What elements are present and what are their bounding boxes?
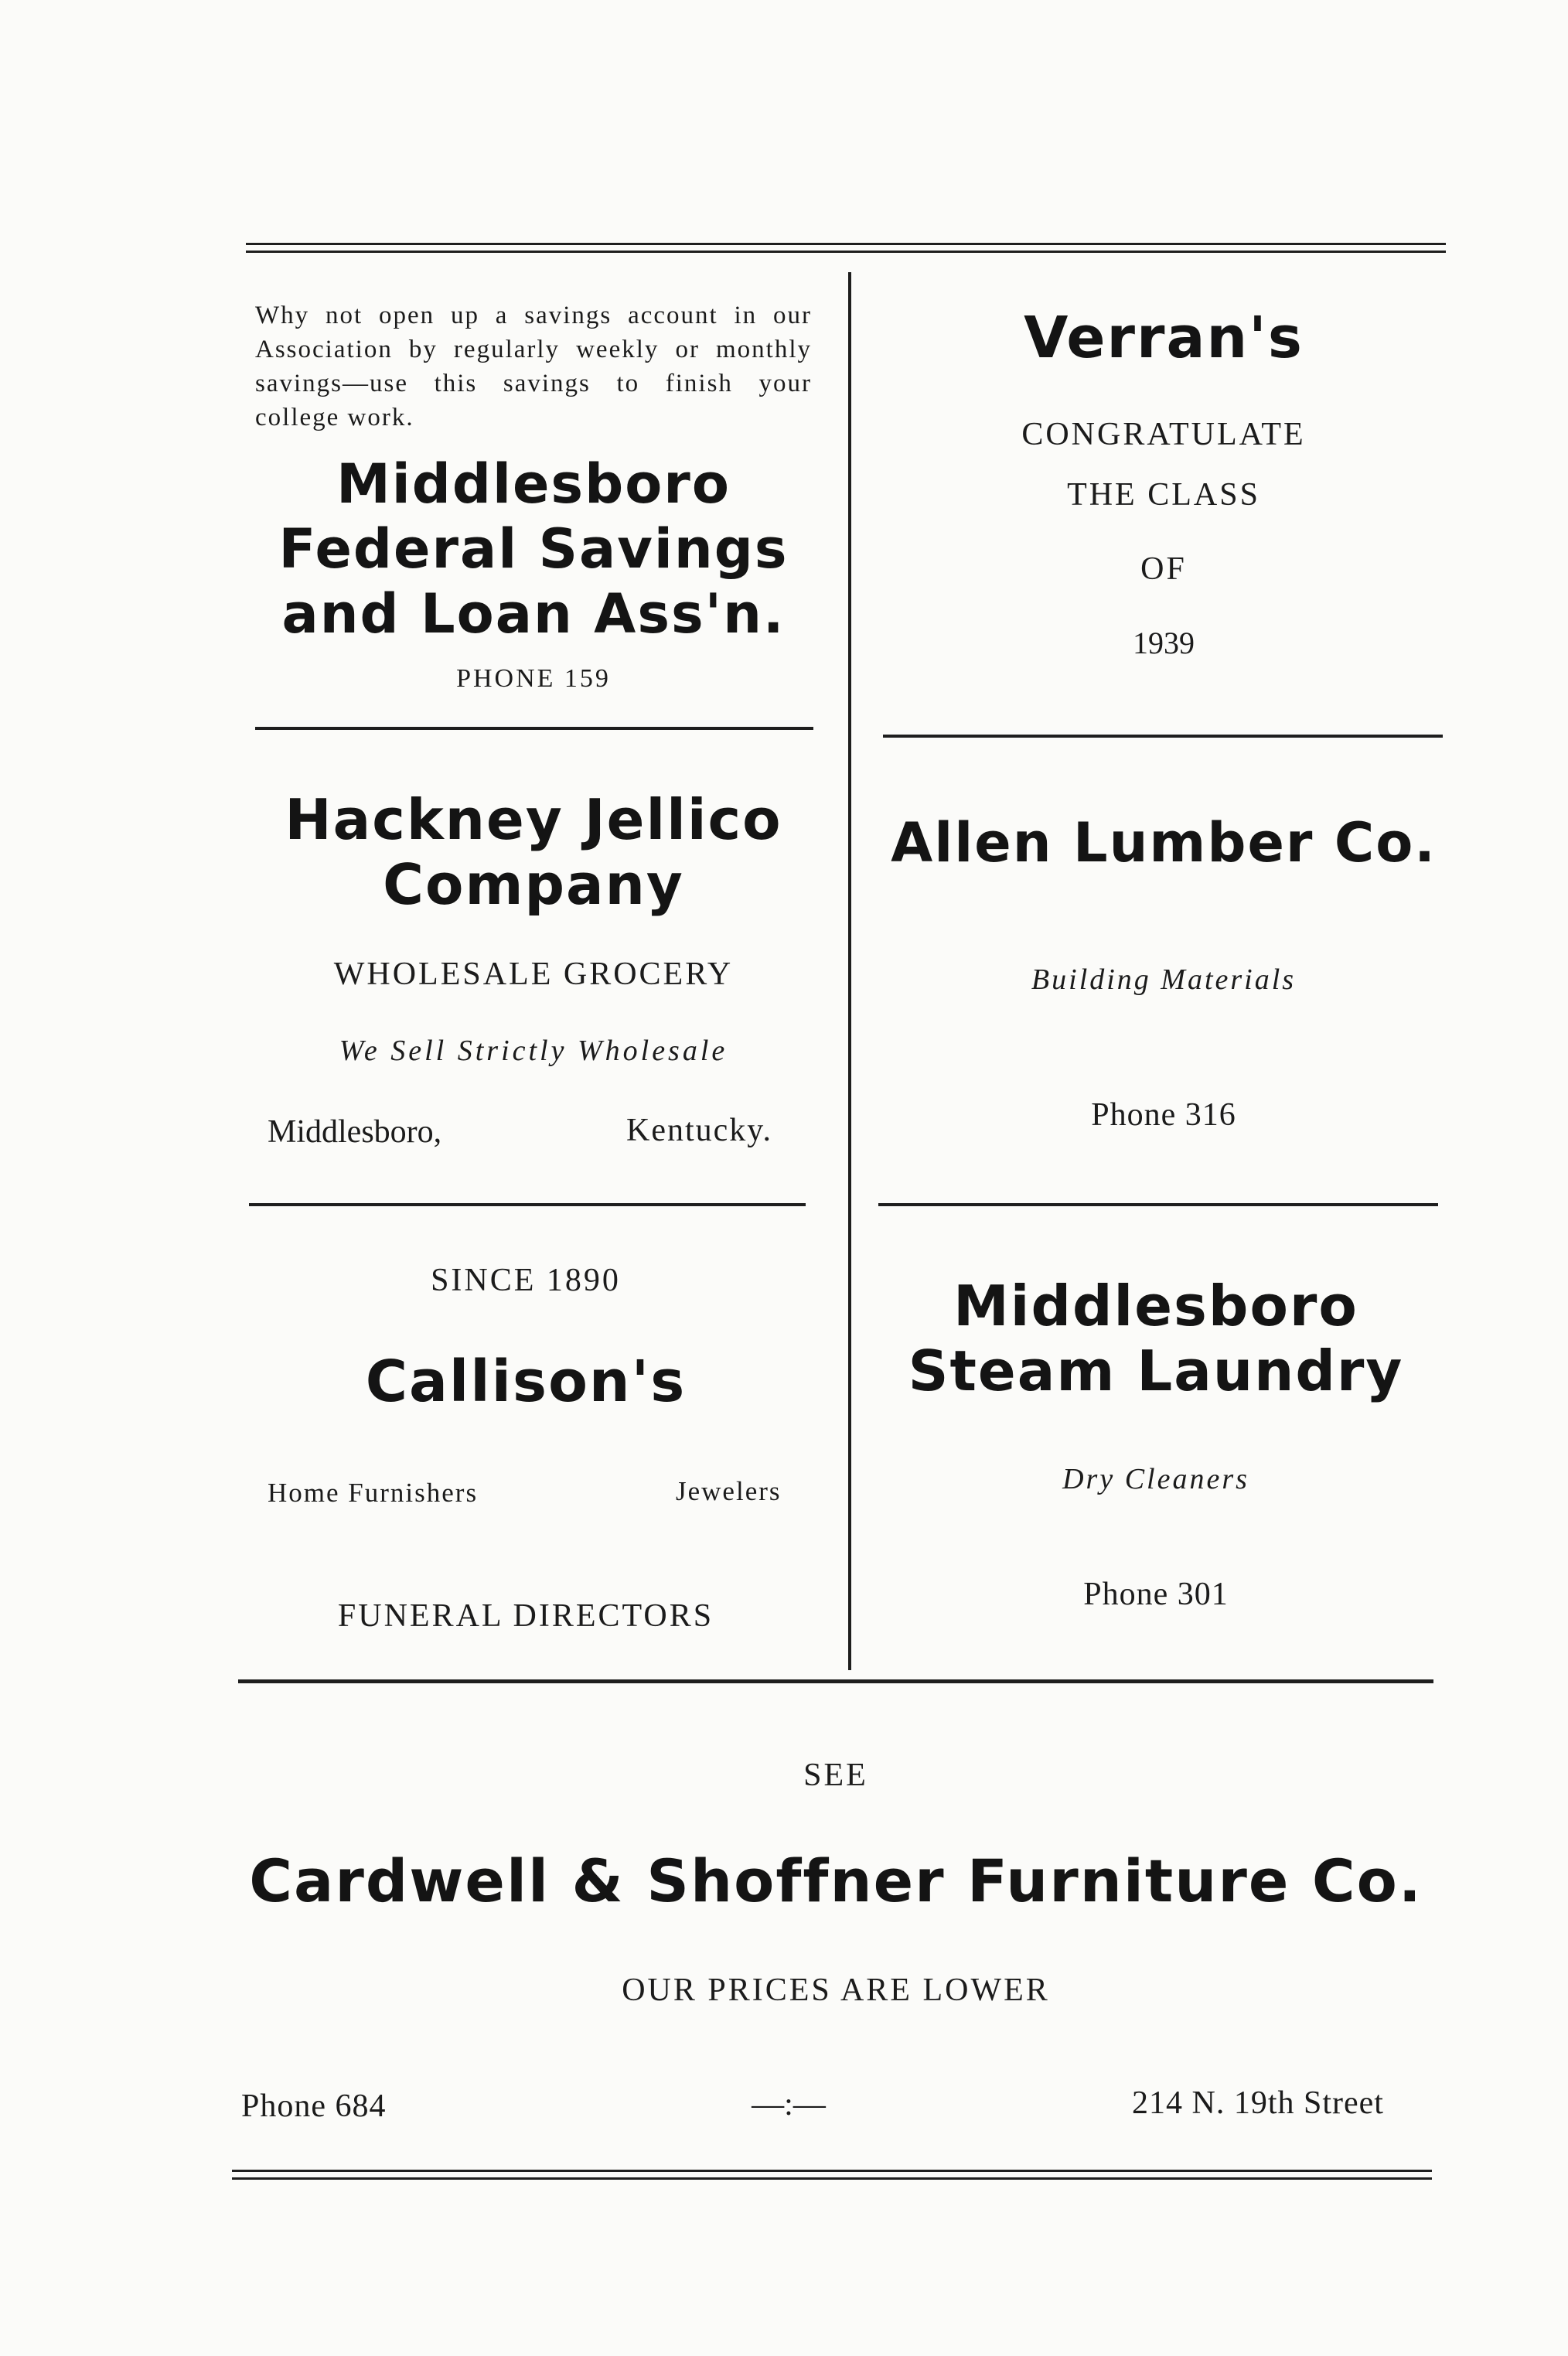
hackney-name-line1: Hackney Jellico (285, 787, 782, 852)
bottom-rule-lower (232, 2177, 1432, 2180)
rule-right-2 (878, 1203, 1438, 1206)
column-divider (848, 272, 851, 1670)
steam-laundry-phone: Phone 301 (1083, 1577, 1229, 1612)
verrans-line2: THE CLASS (1067, 477, 1260, 513)
verrans-line1: CONGRATULATE (1021, 417, 1306, 452)
cardwell-phone: Phone 684 (241, 2088, 387, 2124)
rule-right-1 (883, 735, 1443, 738)
hackney-state: Kentucky. (626, 1113, 773, 1148)
cardwell-separator: —:— (752, 2087, 826, 2122)
hackney-business: WHOLESALE GROCERY (333, 956, 734, 992)
rule-full-width (238, 1679, 1433, 1683)
allen-lumber-business: Building Materials (1031, 963, 1297, 996)
federal-savings-phone: PHONE 159 (456, 664, 611, 693)
hackney-slogan: We Sell Strictly Wholesale (339, 1035, 728, 1067)
top-rule-lower (246, 251, 1446, 253)
federal-savings-name-line3: and Loan Ass'n. (281, 582, 786, 646)
allen-lumber-phone: Phone 316 (1091, 1097, 1236, 1133)
cardwell-slogan: OUR PRICES ARE LOWER (622, 1972, 1050, 2008)
hackney-city: Middlesboro, (268, 1114, 442, 1150)
rule-left-1 (255, 727, 813, 730)
federal-savings-name-line2: Federal Savings (278, 517, 789, 581)
allen-lumber-name: Allen Lumber Co. (891, 811, 1437, 875)
verrans-name: Verran's (1024, 305, 1304, 371)
callisons-name: Callison's (365, 1348, 687, 1415)
callisons-left-service: Home Furnishers (268, 1478, 479, 1508)
steam-laundry-name-line2: Steam Laundry (908, 1338, 1404, 1403)
verrans-line3: OF (1140, 551, 1187, 587)
verrans-year: 1939 (1133, 626, 1195, 660)
top-rule-upper (246, 243, 1446, 245)
steam-laundry-name-line1: Middlesboro (953, 1273, 1358, 1338)
cardwell-address: 214 N. 19th Street (1132, 2085, 1384, 2121)
rule-left-2 (249, 1203, 806, 1206)
cardwell-see: SEE (803, 1758, 868, 1793)
hackney-name-line2: Company (383, 852, 684, 917)
bottom-rule-upper (232, 2170, 1432, 2172)
federal-savings-intro: Why not open up a savings account in our Association by regularly weekly or monthly savings—use this savings to finish your college work. (255, 302, 812, 431)
callisons-since: SINCE 1890 (431, 1263, 621, 1298)
callisons-right-service: Jewelers (676, 1476, 782, 1506)
federal-savings-name-line1: Middlesboro (336, 452, 731, 516)
steam-laundry-business: Dry Cleaners (1062, 1463, 1249, 1495)
cardwell-name: Cardwell & Shoffner Furniture Co. (249, 1846, 1423, 1915)
callisons-other-service: FUNERAL DIRECTORS (337, 1598, 714, 1634)
